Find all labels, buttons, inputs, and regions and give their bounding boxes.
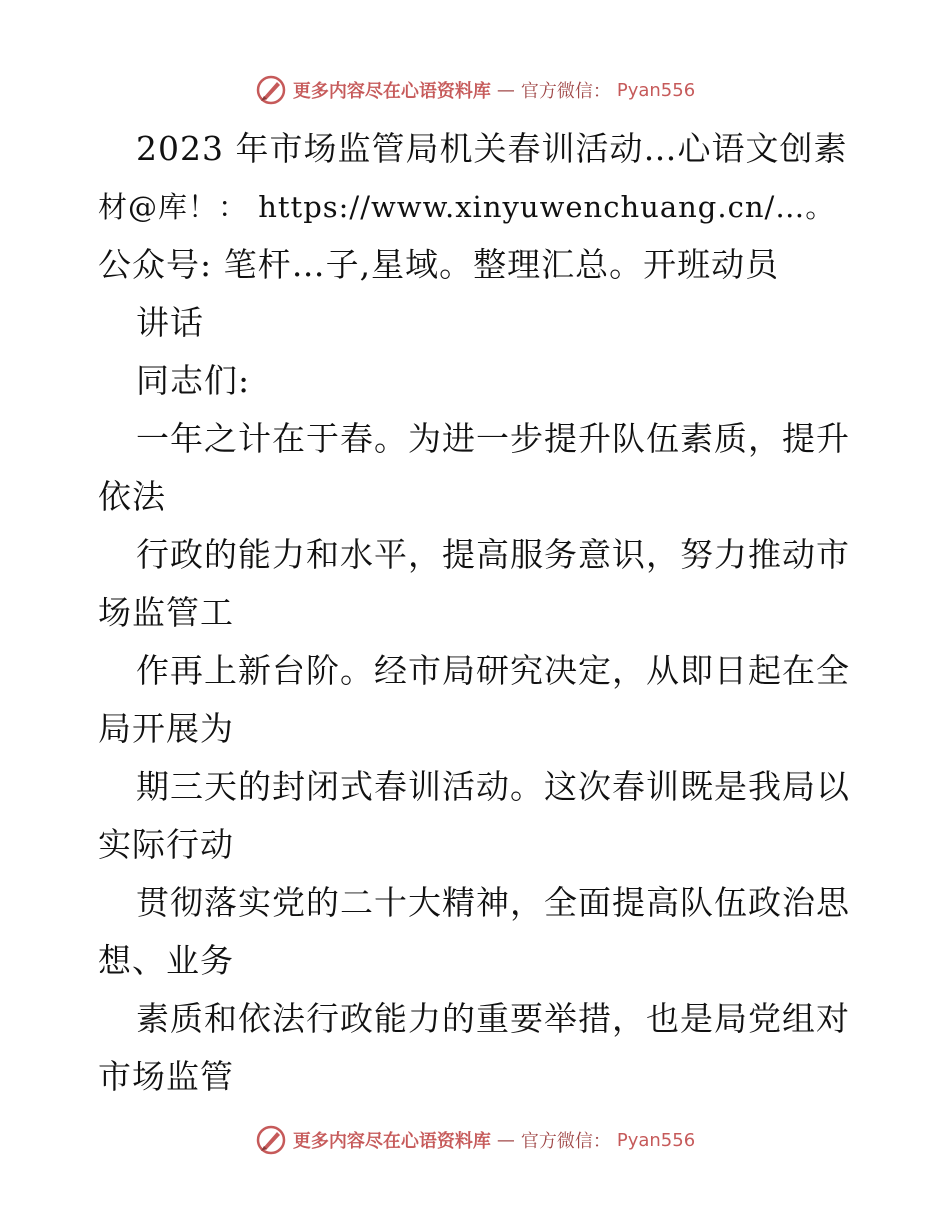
- watermark-separator: —: [496, 79, 515, 101]
- footer-watermark: [0, 1120, 950, 1160]
- text-line: 期三天的封闭式春训活动。这次春训既是我局以: [136, 767, 850, 806]
- text-line: 场监管工: [98, 593, 234, 632]
- text-line: 贯彻落实党的二十大精神，全面提高队伍政治思: [136, 883, 850, 922]
- watermark-main-text: 更多内容尽在心语资料库: [292, 1131, 491, 1152]
- text-line: 依法: [98, 477, 166, 516]
- text-line: 讲话: [136, 303, 204, 342]
- text-line: 作再上新台阶。经市局研究决定，从即日起在全: [136, 651, 850, 690]
- text-line: 公众号: 笔杆…子,星域。整理汇总。开班动员: [98, 245, 780, 284]
- watermark-wechat-label: 官方微信：: [520, 81, 611, 102]
- text-line: 素质和依法行政能力的重要举措，也是局党组对: [136, 999, 850, 1038]
- text-line: 局开展为: [98, 709, 234, 748]
- text-line: 想、业务: [98, 941, 234, 980]
- document-body: [98, 120, 858, 1106]
- quill-pen-logo-icon: [255, 74, 287, 106]
- watermark-wechat-label: 官方微信：: [520, 1131, 611, 1152]
- watermark-main-text: 更多内容尽在心语资料库: [292, 81, 491, 102]
- text-line: 行政的能力和水平，提高服务意识，努力推动市: [136, 535, 850, 574]
- text-line: 市场监管: [98, 1057, 234, 1096]
- text-line: 一年之计在于春。为进一步提升队伍素质，提升: [136, 419, 850, 458]
- header-watermark: [0, 70, 950, 110]
- watermark-wechat-id: Pyan556: [616, 1129, 696, 1151]
- text-line: 2023 年市场监管局机关春训活动…心语文创素: [136, 129, 848, 168]
- text-line: 实际行动: [98, 825, 234, 864]
- watermark-wechat-id: Pyan556: [616, 79, 696, 101]
- quill-pen-logo-icon: [255, 1124, 287, 1156]
- watermark-separator: —: [496, 1129, 515, 1151]
- text-line: 材@库！： https://www.xinyuwenchuang.cn/…。: [98, 190, 836, 224]
- text-line: 同志们:: [136, 361, 251, 400]
